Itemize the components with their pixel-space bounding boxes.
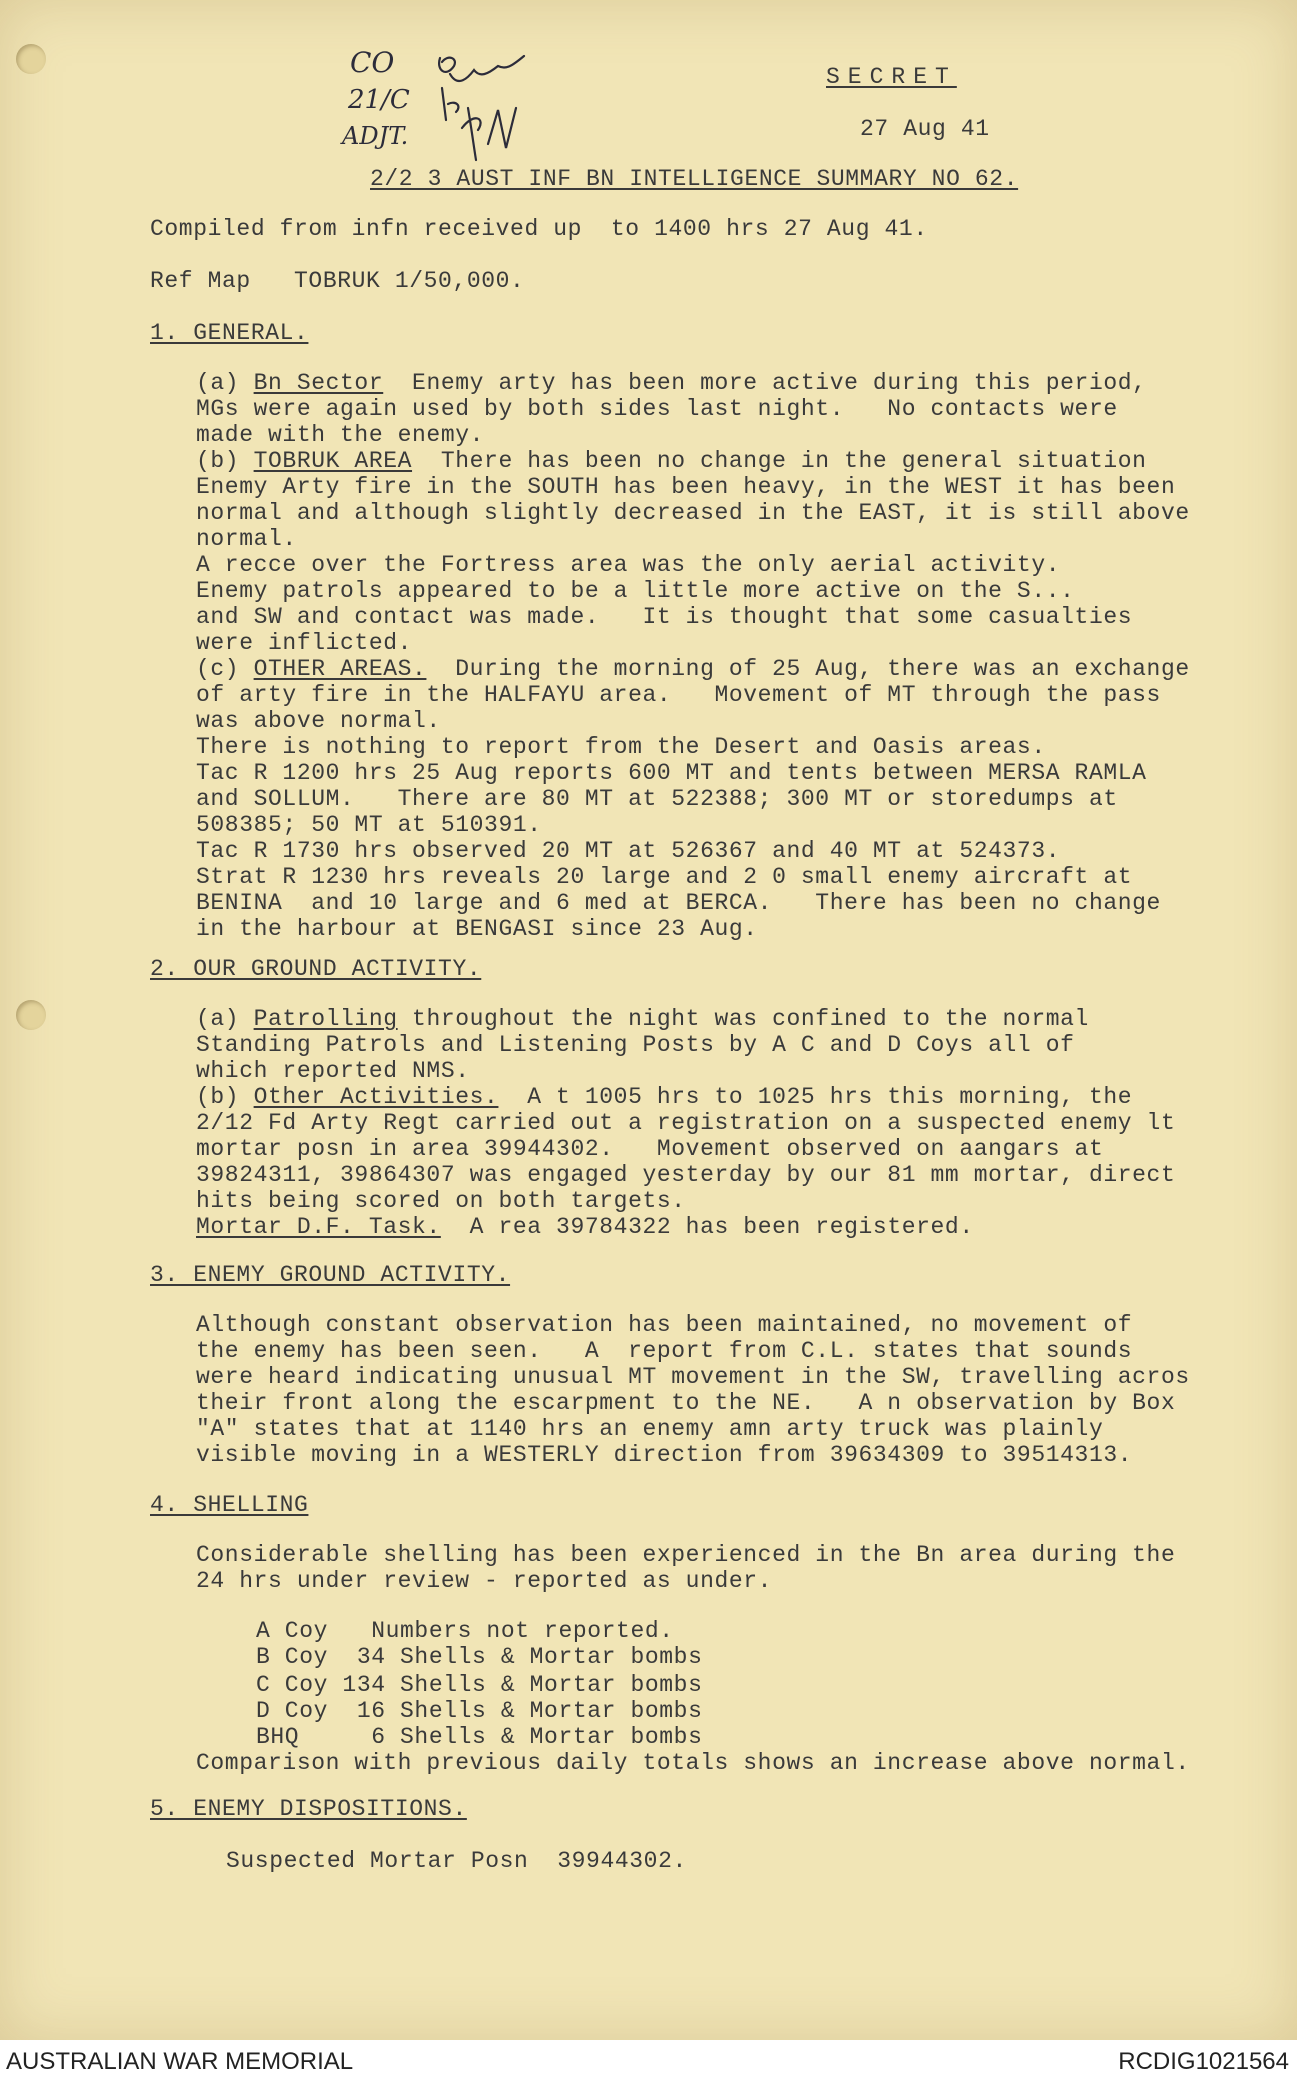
s2-b-label: (b) <box>196 1084 254 1110</box>
shelling-row: C Coy 134 Shells & Mortar bombs <box>256 1672 703 1698</box>
s1-a-cont: MGs were again used by both sides last night. No contacts were <box>196 396 1118 422</box>
s1-b-cont: normal. <box>196 526 297 552</box>
s1-a-text: Enemy arty has been more active during this period, <box>383 370 1147 396</box>
punch-hole <box>16 1000 46 1030</box>
s1-c-cont: was above normal. <box>196 708 441 734</box>
s1-b-text: There has been no change in the general situation <box>412 448 1147 474</box>
s1-a-line <box>196 370 1147 396</box>
s1-c-label: (c) <box>196 656 254 682</box>
s1-b-cont: were inflicted. <box>196 630 413 656</box>
s1-b-label: (b) <box>196 448 254 474</box>
s1-b-cont: A recce over the Fortress area was the only aerial activity. <box>196 552 1061 578</box>
s2-a-label: (a) <box>196 1006 254 1032</box>
s1-a-label: (a) <box>196 370 254 396</box>
s1-c-cont: and SOLLUM. There are 80 MT at 522388; 300 MT or storedumps at <box>196 786 1118 812</box>
section-1-heading <box>150 320 308 346</box>
s1-c-title: OTHER AREAS. <box>253 656 427 682</box>
s1-b-cont: Enemy Arty fire in the SOUTH has been heavy, in the WEST it has been <box>196 474 1176 500</box>
s2-b-text: A t 1005 hrs to 1025 hrs this morning, the <box>498 1084 1133 1110</box>
handwritten-annotation-signature <box>338 48 598 168</box>
s1-c-cont: Tac R 1730 hrs observed 20 MT at 526367 and 40 MT at 524373. <box>196 838 1061 864</box>
s1-c-cont: There is nothing to report from the Desert and Oasis areas. <box>196 734 1046 760</box>
s4-comparison: Comparison with previous daily totals shows an increase above normal. <box>196 1750 1190 1776</box>
s1-c-cont: Tac R 1200 hrs 25 Aug reports 600 MT and tents between MERSA RAMLA <box>196 760 1147 786</box>
handwritten-co: CO <box>350 48 395 79</box>
s5-line: Suspected Mortar Posn 39944302. <box>226 1848 687 1874</box>
shelling-row: A Coy Numbers not reported. <box>256 1618 674 1644</box>
section-5-heading-text: 5. ENEMY DISPOSITIONS. <box>150 1796 467 1822</box>
s1-b-line <box>196 448 1147 474</box>
s2-a-cont: which reported NMS. <box>196 1058 470 1084</box>
shelling-row: BHQ 6 Shells & Mortar bombs <box>256 1724 703 1750</box>
section-2-heading <box>150 956 481 982</box>
section-4-heading-text: 4. SHELLING <box>150 1492 309 1518</box>
punch-hole <box>16 44 46 74</box>
s2-a-title: Patrolling <box>253 1006 398 1032</box>
s2-b-line <box>196 1084 1132 1110</box>
handwritten-adjt: ADJT. <box>342 122 409 150</box>
shelling-row: D Coy 16 Shells & Mortar bombs <box>256 1698 703 1724</box>
section-3-heading-text: 3. ENEMY GROUND ACTIVITY. <box>150 1262 511 1288</box>
s2-a-text: throughout the night was confined to the normal <box>397 1006 1089 1032</box>
s3-line: were heard indicating unusual MT movement in the SW, travelling acros <box>196 1364 1190 1390</box>
s1-c-cont: Strat R 1230 hrs reveals 20 large and 2 0 small enemy aircraft at <box>196 864 1133 890</box>
s2-b-cont: mortar posn in area 39944302. Movement observed on aangars at <box>196 1136 1104 1162</box>
s1-c-cont: of arty fire in the HALFAYU area. Movement of MT through the pass <box>196 682 1161 708</box>
s1-b-cont: and SW and contact was made. It is thought that some casualties <box>196 604 1133 630</box>
classification-secret: SECRET <box>826 64 957 90</box>
s3-line: the enemy has been seen. A report from C.L. states that sounds <box>196 1338 1133 1364</box>
section-5-heading <box>150 1796 467 1822</box>
s3-line: visible moving in a WESTERLY direction from 39634309 to 39514313. <box>196 1442 1133 1468</box>
footer-catalogue-id: RCDIG1021564 <box>1118 2048 1289 2075</box>
s4-intro: 24 hrs under review - reported as under. <box>196 1568 773 1594</box>
document-title: 2/2 3 AUST INF BN INTELLIGENCE SUMMARY NO 62. <box>370 166 1019 192</box>
s2-mortar-text: A rea 39784322 has been registered. <box>440 1214 974 1240</box>
s4-intro: Considerable shelling has been experienced in the Bn area during the <box>196 1542 1176 1568</box>
s2-b-cont: 39824311, 39864307 was engaged yesterday by our 81 mm mortar, direct <box>196 1162 1176 1188</box>
s2-mortar-line <box>196 1214 974 1240</box>
s1-a-title: Bn Sector <box>253 370 384 396</box>
section-2-heading-text: 2. OUR GROUND ACTIVITY. <box>150 956 482 982</box>
s2-mortar-title: Mortar D.F. Task. <box>196 1214 441 1240</box>
s3-line: Although constant observation has been maintained, no movement of <box>196 1312 1133 1338</box>
s1-b-title: TOBRUK AREA <box>253 448 413 474</box>
document-date: 27 Aug 41 <box>860 116 990 142</box>
s1-c-line <box>196 656 1190 682</box>
s2-b-cont: 2/12 Fd Arty Regt carried out a registration on a suspected enemy lt <box>196 1110 1176 1136</box>
ref-map-line: Ref Map TOBRUK 1/50,000. <box>150 268 525 294</box>
s1-b-cont: Enemy patrols appeared to be a little more active on the S... <box>196 578 1075 604</box>
s1-c-cont: 508385; 50 MT at 510391. <box>196 812 542 838</box>
handwritten-21c: 21/C <box>348 85 410 115</box>
section-4-heading <box>150 1492 308 1518</box>
s1-a-cont: made with the enemy. <box>196 422 485 448</box>
compiled-line: Compiled from infn received up to 1400 hrs 27 Aug 41. <box>150 216 928 242</box>
s2-b-cont: hits being scored on both targets. <box>196 1188 686 1214</box>
s1-c-cont: in the harbour at BENGASI since 23 Aug. <box>196 916 758 942</box>
s1-b-cont: normal and although slightly decreased in the EAST, it is still above <box>196 500 1190 526</box>
s2-b-title: Other Activities. <box>253 1084 499 1110</box>
s2-a-cont: Standing Patrols and Listening Posts by A C and D Coys all of <box>196 1032 1075 1058</box>
footer-archive-name: AUSTRALIAN WAR MEMORIAL <box>6 2048 354 2075</box>
section-3-heading <box>150 1262 510 1288</box>
s1-c-cont: BENINA and 10 large and 6 med at BERCA. There has been no change <box>196 890 1161 916</box>
section-1-heading-text: 1. GENERAL. <box>150 320 309 346</box>
shelling-row: B Coy 34 Shells & Mortar bombs <box>256 1644 703 1670</box>
s1-c-text: During the morning of 25 Aug, there was an exchange <box>426 656 1190 682</box>
s3-line: their front along the escarpment to the NE. A n observation by Box <box>196 1390 1176 1416</box>
s2-a-line <box>196 1006 1089 1032</box>
s3-line: "A" states that at 1140 hrs an enemy amn arty truck was plainly <box>196 1416 1104 1442</box>
